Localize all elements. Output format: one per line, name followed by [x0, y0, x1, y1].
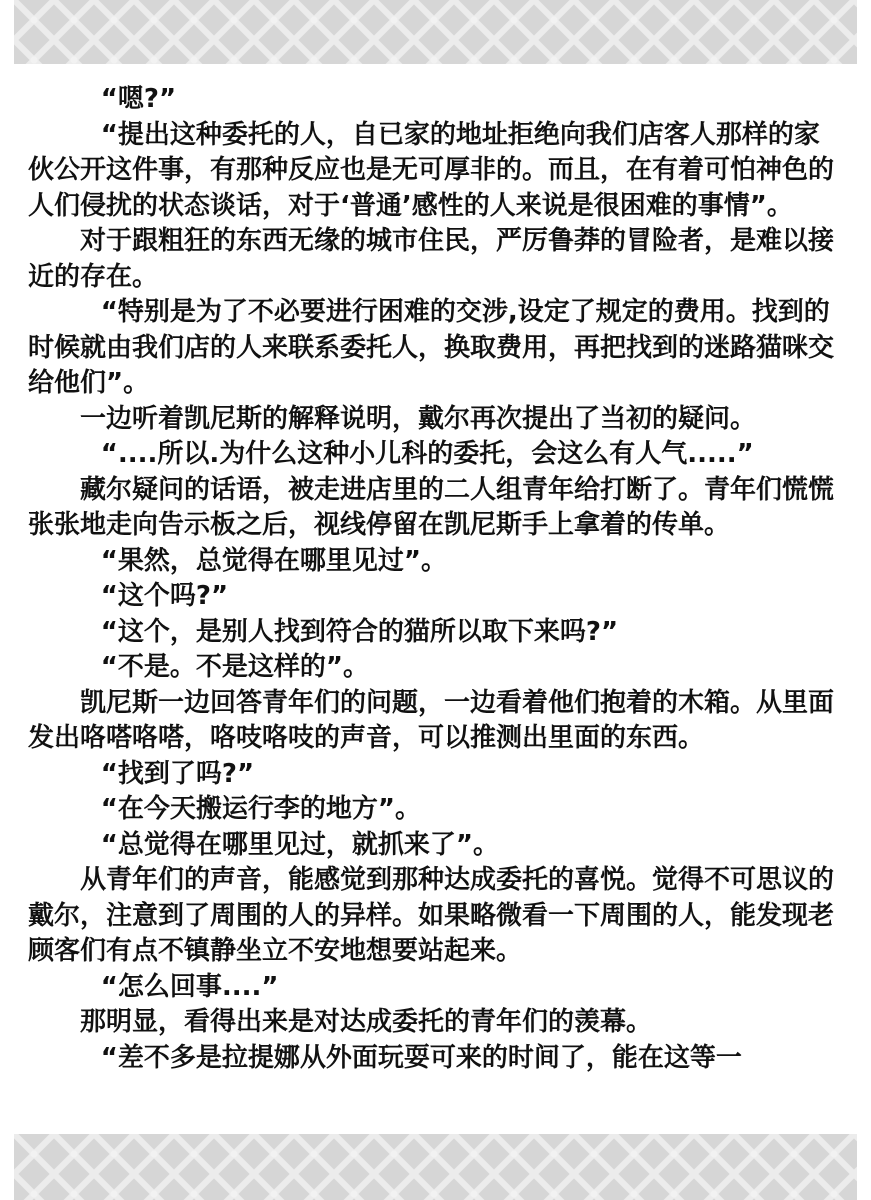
paragraph: “怎么回事....” [100, 971, 279, 1002]
paragraph: 一边听着凯尼斯的解释说明，戴尔再次提出了当初的疑问。 [80, 403, 757, 434]
paragraph: “这个，是别人找到符合的猫所以取下来吗?” [100, 616, 619, 647]
paragraph: “差不多是拉提娜从外面玩耍可来的时间了，能在这等一 [100, 1042, 742, 1073]
paragraph: 那明显，看得出来是对达成委托的青年们的羡幕。 [80, 1007, 653, 1037]
paragraph: 对于跟粗狂的东西无缘的城市住民，严厉鲁莽的冒险者，是难以接近的存在。 [28, 226, 835, 292]
paragraph: “找到了吗?” [100, 758, 255, 789]
paragraph: “这个吗?” [100, 581, 229, 611]
paragraph: “嗯?” [100, 84, 177, 114]
page-body [28, 82, 843, 1076]
paragraph: “特别是为了不必要进行困难的交涉,设定了规定的费用。找到的时候就由我们店的人来联系委托人，换取费用，再把找到的迷路猫咪交给他们”。 [28, 297, 835, 398]
paragraph: 从青年们的声音，能感觉到那种达成委托的喜悦。觉得不可思议的戴尔，注意到了周围的人的异样。如果略微看一下周围的人，能发现老顾客们有点不镇静坐立不安地想要站起来。 [28, 865, 835, 966]
paragraph: “总觉得在哪里见过，就抓来了”。 [100, 829, 499, 860]
paragraph: “不是。不是这样的”。 [100, 652, 369, 682]
decorative-header-band [14, 0, 857, 64]
decorative-footer-band [14, 1134, 857, 1200]
paragraph: “果然，总觉得在哪里见过”。 [100, 545, 447, 576]
paragraph: “提出这种委托的人，自已家的地址拒绝向我们店客人那样的家伙公开这件事，有那种反应也是无可厚非的。而且，在有着可怕神色的人们侵扰的状态谈话，对于‘普通’感性的人来说是很困难的事情”。 [28, 119, 835, 221]
paragraph: 藏尔疑问的话语，被走进店里的二人组青年给打断了。青年们慌慌张张地走向告示板之后，视线停留在凯尼斯手上拿着的传单。 [28, 474, 835, 540]
paragraph: 凯尼斯一边回答青年们的问题，一边看着他们抱着的木箱。从里面发出咯嗒咯嗒，咯吱咯吱的声音，可以推测出里面的东西。 [28, 687, 835, 753]
paragraph: “在今天搬运行李的地方”。 [100, 794, 421, 824]
paragraph: “....所以.为什么这种小儿科的委托，会这么有人气.....” [100, 439, 754, 469]
